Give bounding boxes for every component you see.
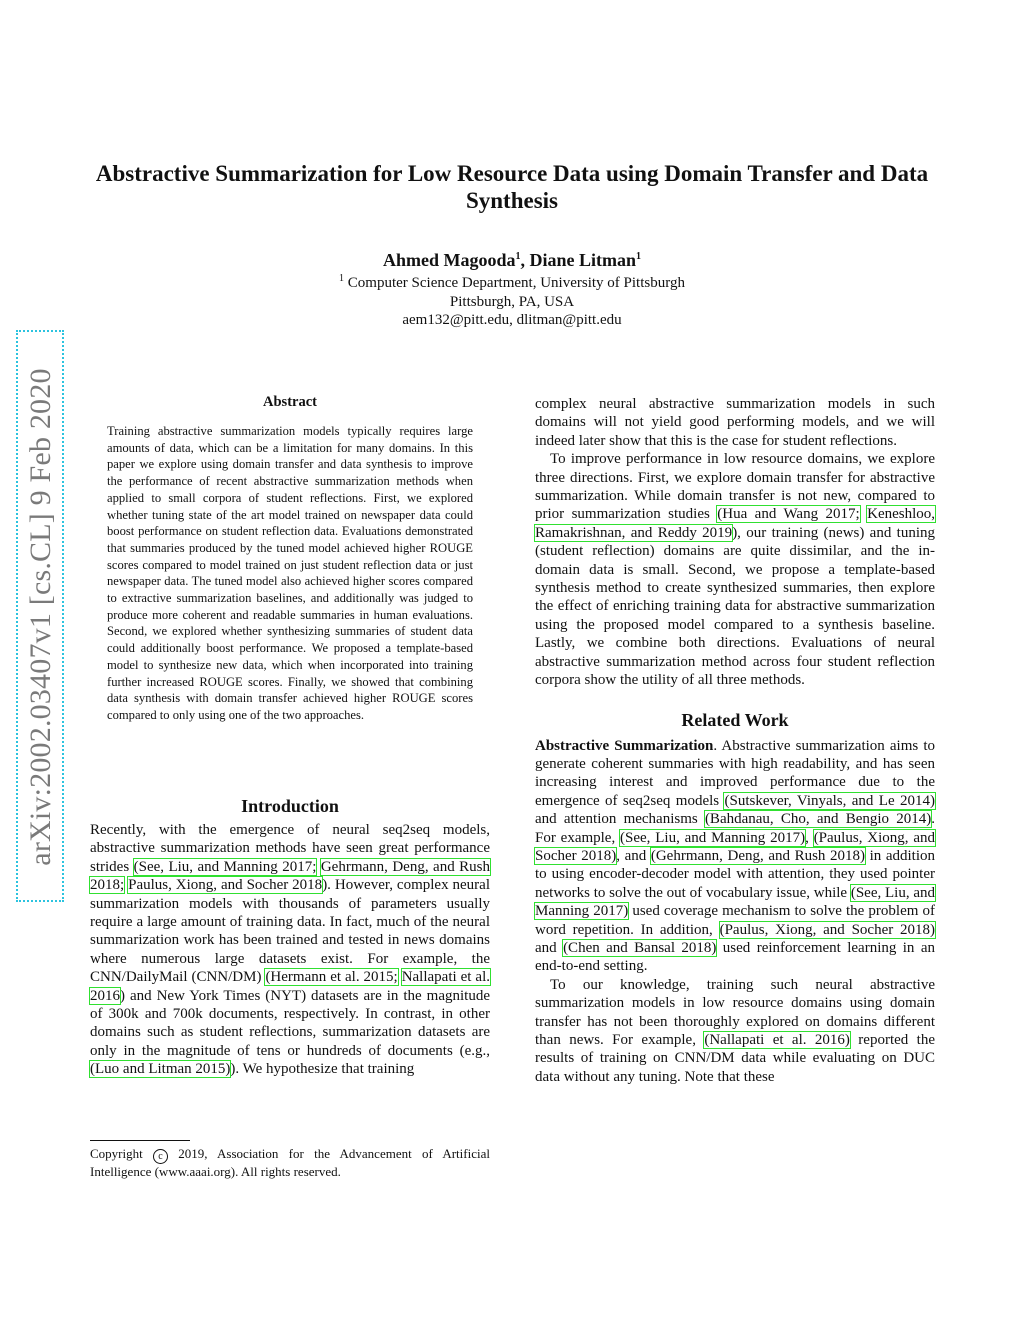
affiliation-location: Pittsburgh, PA, USA (449, 293, 575, 310)
arxiv-id[interactable]: arXiv:2002.03407v1 [cs.CL] 9 Feb 2020 (24, 368, 57, 866)
copyright-footnote: Copyright c 2019, Association for the Advancement of Artificial Intelligence (www.aaai.org). All rights reserved. (90, 1146, 490, 1179)
citation-link[interactable]: Gehrmann, Deng, and Rush 2018; (90, 858, 490, 894)
citation-link[interactable]: (Chen and Bansal 2018) (563, 939, 717, 956)
citation-link[interactable]: (Hermann et al. 2015; (265, 969, 398, 986)
abstract-text: Training abstractive summarization models typically requires large amounts of data, which can be a limitation for many domains. In this paper we explore using domain transfer and data synthesis to improve the performance of recent abstractive summarization methods when applied to small corpora of student reflections. First, we explored whether tuning state of the art model trained on newspaper data could boost performance on student reflection data. Evaluations demonstrated that summaries produced by the tuned model achieved higher ROUGE scores compared to model trained on just student reflection data or just newspaper data. The tuned model also achieved higher scores compared to extractive summarization baselines, and additionally was judged to produce more coherent and readable summaries in human evaluations. Second, we explored whether synthesizing summaries of student data could additionally boost performance. We proposed a template-based model to synthesize new data, which when incorporated into training further increased ROUGE scores. Finally, we showed that combining data synthesis with domain transfer achieved higher ROUGE scores compared to only using one of the two approaches. (107, 424, 473, 722)
related-work-paragraph: Abstractive Summarization. Abstractive summarization aims to generate coherent summaries with high readability, and has seen increasing interest and improved performance due to the emergence of seq2seq models (Sutskever, Vinyals, and Le 2014) and attention mechanisms (Bahdanau, Cho, and Bengio 2014). For example, (See, Liu, and Manning 2017), (Paulus, Xiong, and Socher 2018), and (Gehrmann, Deng, and Rush 2018) in addition to using encoder-decoder model with attention, they used pointer networks to solve the out of vocabulary issue, while (See, Liu, and Manning 2017) used coverage mechanism to solve the problem of word repetition. In addition, (Paulus, Xiong, and Socher 2018) and (Chen and Bansal 2018) used reinforcement learning in an end-to-end setting. (535, 737, 936, 975)
citation-link[interactable]: (Sutskever, Vinyals, and Le 2014) (724, 792, 935, 809)
paper-title: Abstractive Summarization for Low Resource Data using Domain Transfer and Data Synthesis (95, 161, 929, 213)
abstract-heading: Abstract (263, 394, 317, 410)
citation-link[interactable]: (See, Liu, and Manning 2017) (535, 884, 935, 920)
citation-link[interactable]: (Luo and Litman 2015) (90, 1061, 231, 1078)
citation-link[interactable]: Nallapati et al. 2016 (90, 969, 490, 1004)
citation-link[interactable]: (Gehrmann, Deng, and Rush 2018) (650, 847, 865, 864)
citation-link[interactable]: (Hua and Wang 2017; (717, 506, 860, 523)
related-work-heading: Related Work (681, 709, 789, 730)
right-column (535, 395, 935, 1086)
introduction-section (90, 796, 490, 1079)
affiliation-dept: Computer Science Department, University of Pittsburgh (344, 275, 685, 291)
author-1-mark: 1 (515, 251, 521, 262)
affiliation-emails: aem132@pitt.edu, dlitman@pitt.edu (402, 312, 622, 328)
author-1: Ahmed Magooda (382, 250, 516, 270)
directions-paragraph: To improve performance in low resource domains, we explore three directions. First, we explore domain transfer for abstractive summarization. While domain transfer is not new, compared to prior summarization studies (Hua and Wang 2017; Keneshloo, Ramakrishnan, and Reddy 2019), our training (news) and tuning (student reflection) domains are quite dissimilar, and the in-domain data is small. Second, we propose a template-based synthesis method to create synthesized summaries, then explore the effect of enriching training data for abstractive summarization using the proposed model compared to a synthesis baseline. Lastly, we combine both directions. Evaluations of neural abstractive summarization method across four student reflection corpora show the utility of all three methods. (535, 451, 936, 689)
affiliation-mark: 1 (339, 273, 345, 284)
intro-continued-paragraph: complex neural abstractive summarization models in such domains will not yield good performing models, and we will indeed later show that this is the case for student reflections. (535, 396, 935, 449)
footnote-rule (90, 1140, 190, 1141)
author-sep: , (520, 250, 530, 270)
author-2-mark: 1 (636, 251, 642, 262)
abstractive-summarization-label: Abstractive Summarization (535, 737, 714, 754)
introduction-paragraph: Recently, with the emergence of neural seq2seq models, abstractive summarization methods have seen great performance strides (See, Liu, and Manning 2017; Gehrmann, Deng, and Rush 2018; Paulus, Xiong, and Socher 2018). However, complex neural summarization models with thousands of parameters usually require a large amount of training data. In fact, much of the neural summarization work has been trained and tested in news domains where numerous large datasets exist. For example, the CNN/DailyMail (CNN/DM) (Hermann et al. 2015; Nallapati et al. 2016) and New York Times (NYT) datasets are in the magnitude of 300k and 700k documents, respectively. In contrast, in other domains such as student reflections, summarization datasets are only in the magnitude of tens or hundreds of documents (e.g., (Luo and Litman 2015)). We hypothesize that training (90, 822, 490, 1078)
copyright-icon: c (153, 1149, 168, 1164)
author-line (90, 250, 934, 271)
citation-link[interactable]: (See, Liu, and Manning 2017; (133, 858, 317, 875)
citation-link[interactable]: (Bahdanau, Cho, and Bengio 2014) (704, 811, 932, 828)
citation-link[interactable]: (Nallapati et al. 2016) (704, 1032, 850, 1048)
affiliation (90, 274, 934, 330)
author-2: Diane Litman (529, 250, 637, 270)
introduction-heading: Introduction (241, 796, 339, 816)
citation-link[interactable]: (Paulus, Xiong, and Socher 2018) (719, 921, 935, 938)
citation-link[interactable]: (See, Liu, and Manning 2017) (620, 829, 806, 846)
knowledge-paragraph: To our knowledge, training such neural abstractive summarization models in low resource domains using domain transfer has not been thoroughly explored on domains different than news. For example, (Nallapati et al. 2016) reported the results of training on CNN/DM data while evaluating on DUC data without any tuning. Note that these (535, 976, 935, 1085)
citation-link[interactable]: Keneshloo, Ramakrishnan, and Reddy 2019 (535, 506, 936, 541)
citation-link[interactable]: (Paulus, Xiong, and Socher 2018) (535, 829, 935, 864)
citation-link[interactable]: Paulus, Xiong, and Socher 2018 (128, 877, 323, 894)
